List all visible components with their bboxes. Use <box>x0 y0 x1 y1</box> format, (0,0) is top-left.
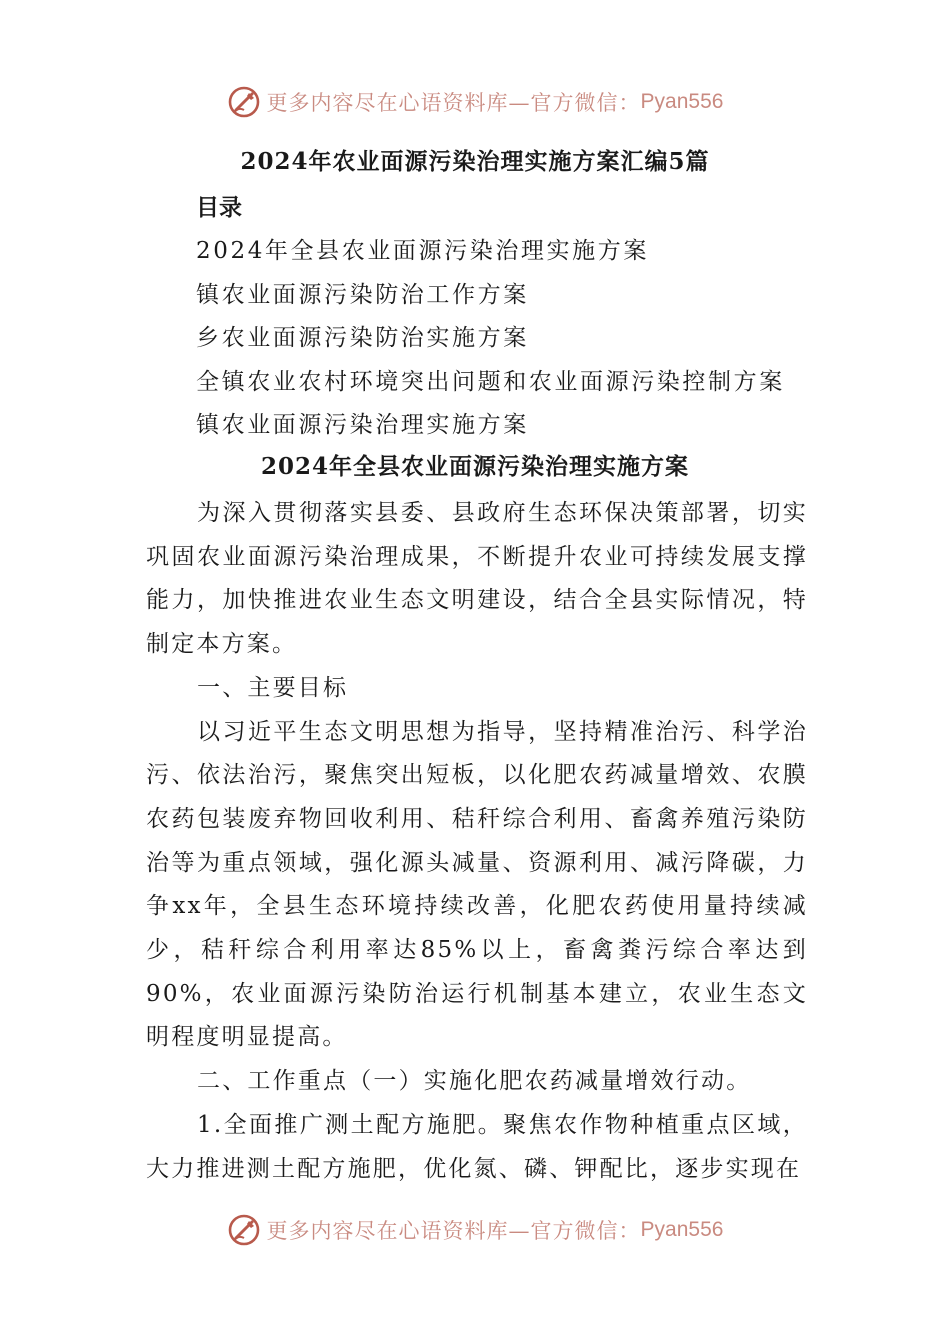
pen-logo-icon <box>227 85 261 119</box>
document-title: 2024年农业面源污染治理实施方案汇编5篇 <box>240 148 710 175</box>
toc-item: 2024年全县农业面源污染治理实施方案 <box>196 238 649 264</box>
toc-item: 全镇农业农村环境突出问题和农业面源污染控制方案 <box>196 368 785 395</box>
toc-item: 乡农业面源污染防治实施方案 <box>196 325 529 351</box>
footer-watermark-banner <box>0 1210 950 1250</box>
paragraph: 1.全面推广测土配方施肥。聚焦农作物种植重点区域，大力推进测土配方施肥，优化氮、磷、钾配比，逐步实现在 <box>146 1111 808 1182</box>
watermark-wechat-id: Pyan556 <box>640 1218 724 1241</box>
table-of-contents <box>196 230 785 448</box>
toc-item: 镇农业面源污染治理实施方案 <box>196 412 529 438</box>
toc-heading: 目录 <box>196 194 242 221</box>
section-title: 2024年全县农业面源污染治理实施方案 <box>260 453 689 480</box>
paragraph: 为深入贯彻落实县委、县政府生态环保决策部署，切实巩固农业面源污染治理成果，不断提升农业可持续发展支撑能力，加快推进农业生态文明建设，结合全县实际情况，特制定本方案。 <box>146 500 808 658</box>
watermark-text: 更多内容尽在心语资料库—官方微信： <box>266 1219 641 1243</box>
body-text <box>146 492 808 1191</box>
watermark-wechat-id: Pyan556 <box>640 90 724 113</box>
paragraph: 二、工作重点（一）实施化肥农药减量增效行动。 <box>197 1068 752 1095</box>
paragraph: 以习近平生态文明思想为指导，坚持精准治污、科学治污、依法治污，聚焦突出短板，以化肥农药减量增效、农膜农药包装废弃物回收利用、秸秆综合利用、畜禽养殖污染防治等为重点领域，强化源头减量、资源利用、减污降碳，力争xx年，全县生态环境持续改善，化肥农药使用量持续减少，秸秆综合利用率达85%以上，畜禽粪污综合率达到90%，农业面源污染防治运行机制基本建立，农业生态文明程度明显提高。 <box>146 718 808 1051</box>
watermark-text: 更多内容尽在心语资料库—官方微信： <box>266 91 641 115</box>
pen-logo-icon <box>227 1213 261 1247</box>
toc-item: 镇农业面源污染防治工作方案 <box>196 281 529 308</box>
paragraph: 一、主要目标 <box>197 674 349 701</box>
header-watermark-banner <box>0 82 950 122</box>
